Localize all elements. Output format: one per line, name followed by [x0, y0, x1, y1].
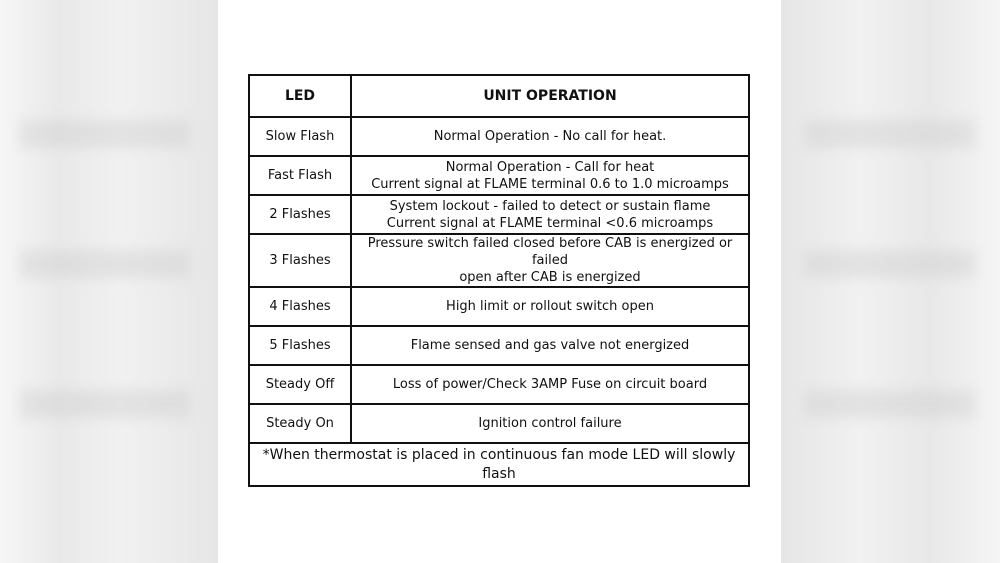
led-cell: Fast Flash: [249, 156, 351, 195]
led-cell: 3 Flashes: [249, 234, 351, 287]
background-blur-band: [20, 390, 190, 418]
operation-cell: [351, 156, 749, 195]
operation-line: High limit or rollout switch open: [446, 299, 654, 314]
table-row: [249, 156, 749, 195]
operation-cell: [351, 195, 749, 234]
led-cell: Slow Flash: [249, 117, 351, 156]
led-cell: Steady Off: [249, 365, 351, 404]
operation-line: System lockout - failed to detect or sustain flame: [389, 198, 711, 214]
background-blur-band: [805, 250, 975, 278]
operation-line: Current signal at FLAME terminal <0.6 microamps: [386, 215, 714, 231]
background-blur-band: [20, 120, 190, 148]
table-row: [249, 117, 749, 156]
led-cell: 5 Flashes: [249, 326, 351, 365]
footnote: *When thermostat is placed in continuous fan mode LED will slowly flash: [249, 443, 749, 486]
table-row: [249, 287, 749, 326]
table-row: [249, 234, 749, 287]
header-unit-operation: UNIT OPERATION: [351, 75, 749, 117]
led-status-table: [248, 74, 750, 487]
background-blur-band: [805, 120, 975, 148]
table-row: [249, 365, 749, 404]
operation-cell: [351, 117, 749, 156]
operation-line: open after CAB is energized: [459, 270, 641, 285]
background-blur-band: [805, 390, 975, 418]
table-header-row: [249, 75, 749, 117]
operation-line: Loss of power/Check 3AMP Fuse on circuit board: [392, 377, 708, 392]
operation-line: Current signal at FLAME terminal 0.6 to 1.0 microamps: [371, 176, 729, 192]
operation-cell: [351, 365, 749, 404]
operation-line: Normal Operation - No call for heat.: [433, 129, 667, 144]
led-cell: 2 Flashes: [249, 195, 351, 234]
operation-line: Ignition control failure: [478, 416, 622, 431]
table-row: [249, 326, 749, 365]
document-page: [218, 0, 781, 563]
operation-cell: [351, 287, 749, 326]
operation-cell: [351, 326, 749, 365]
table-row: [249, 195, 749, 234]
led-cell: 4 Flashes: [249, 287, 351, 326]
table-footnote-row: [249, 443, 749, 486]
operation-line: Normal Operation - Call for heat: [445, 159, 655, 175]
background-blur-band: [20, 250, 190, 278]
header-led: LED: [249, 75, 351, 117]
led-cell: Steady On: [249, 404, 351, 443]
operation-cell: [351, 234, 749, 287]
operation-cell: [351, 404, 749, 443]
operation-line: Flame sensed and gas valve not energized: [410, 338, 690, 353]
table-row: [249, 404, 749, 443]
operation-line: Pressure switch failed closed before CAB is energized or failed: [367, 236, 733, 268]
